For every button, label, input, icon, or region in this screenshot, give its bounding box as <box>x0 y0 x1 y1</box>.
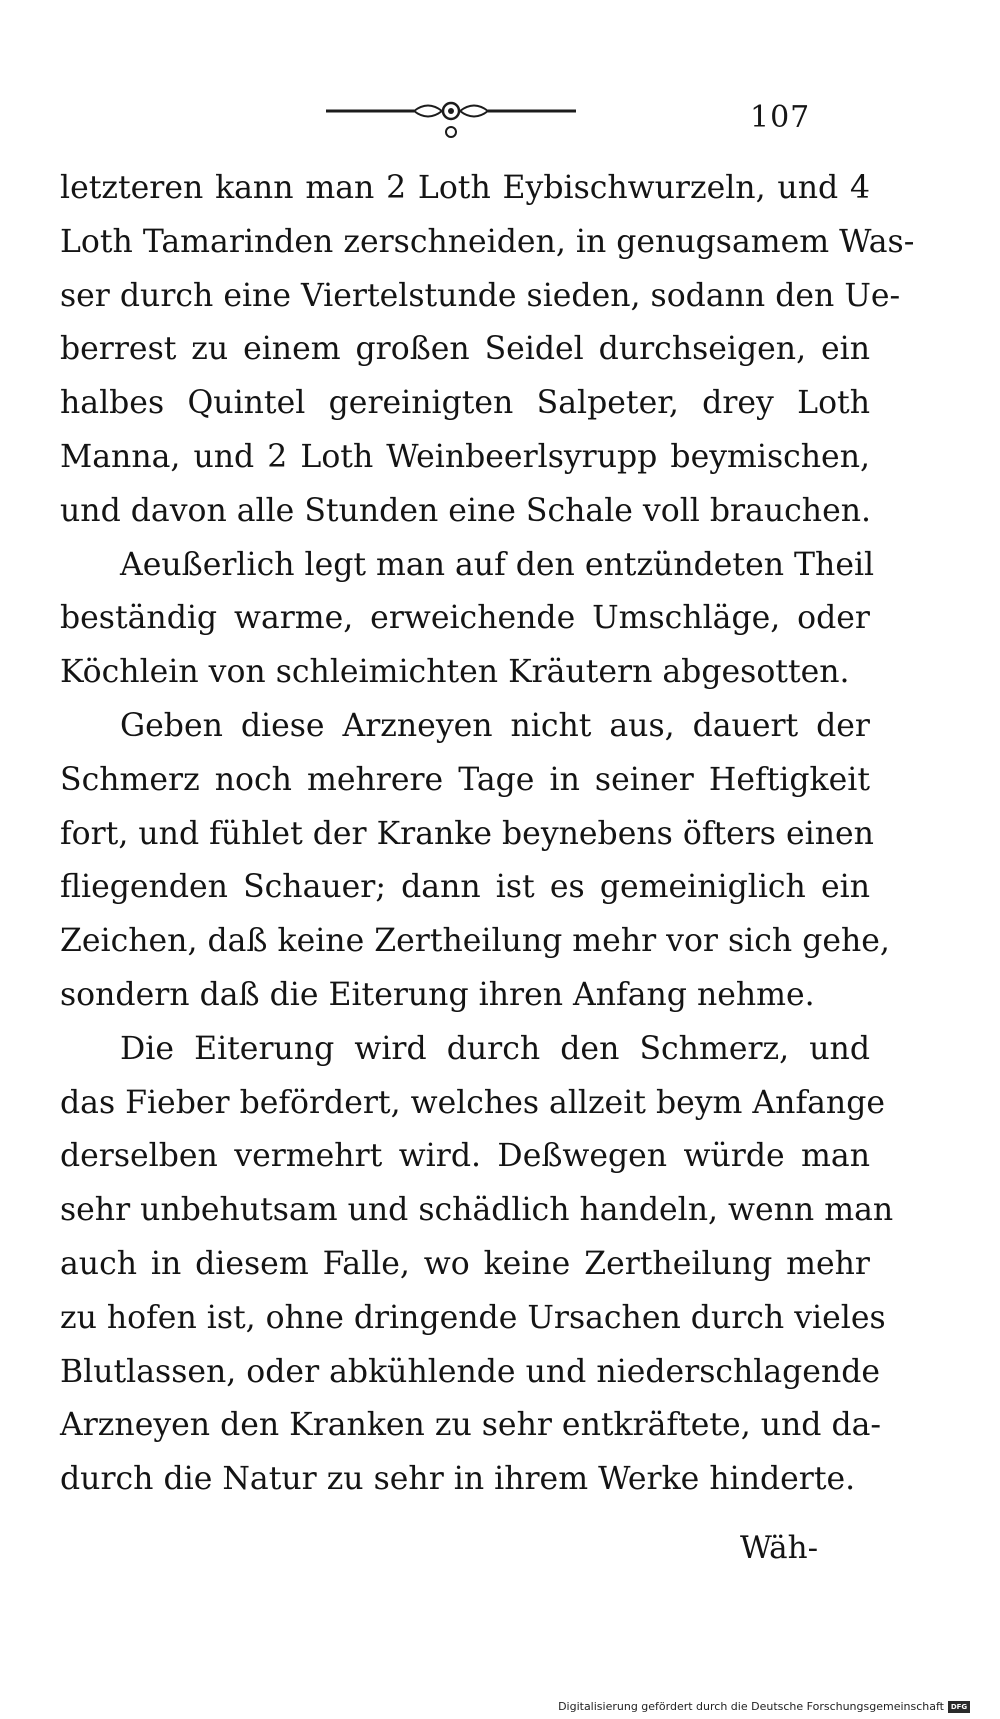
text-line: Manna, und 2 Loth Weinbeerlsyrupp beymischen, <box>60 438 870 475</box>
text-line: auch in diesem Falle, wo keine Zertheilung mehr <box>60 1245 870 1282</box>
text-line: beständig warme, erweichende Umschläge, oder <box>60 600 870 637</box>
text-line: Schmerz noch mehrere Tage in seiner Heftigkeit <box>60 761 870 798</box>
text-line: berrest zu einem großen Seidel durchseigen, ein <box>60 331 870 368</box>
digitization-credit <box>558 1700 970 1713</box>
text-line: zu hofen ist, ohne dringende Ursachen durch vieles <box>60 1299 886 1336</box>
catchword: Wäh- <box>740 1530 819 1566</box>
text-line: durch die Natur zu sehr in ihrem Werke hinderte. <box>60 1461 856 1498</box>
credit-text: Digitalisierung gefördert durch die Deutsche Forschungsgemeinschaft <box>558 1700 944 1713</box>
text-line: sehr unbehutsam und schädlich handeln, wenn man <box>60 1192 894 1229</box>
text-line: das Fieber befördert, welches allzeit beym Anfange <box>60 1084 885 1121</box>
text-line: fliegenden Schauer; dann ist es gemeiniglich ein <box>60 869 870 906</box>
text-line: Köchlein von schleimichten Kräutern abgesotten. <box>60 654 850 691</box>
text-line: halbes Quintel gereinigten Salpeter, drey Loth <box>60 385 870 422</box>
text-line: Loth Tamarinden zerschneiden, in genugsamem Was- <box>60 223 915 260</box>
text-line: Die Eiterung wird durch den Schmerz, und <box>120 1030 870 1067</box>
text-line: ser durch eine Viertelstunde sieden, sodann den Ue- <box>60 277 901 314</box>
text-line: Blutlassen, oder abkühlende und niederschlagende <box>60 1353 881 1390</box>
text-line: Arzneyen den Kranken zu sehr entkräftete, und da- <box>60 1407 882 1444</box>
header-ornament-icon <box>326 98 576 150</box>
text-line: sondern daß die Eiterung ihren Anfang nehme. <box>60 976 815 1013</box>
paragraph <box>60 539 875 700</box>
text-line: Zeichen, daß keine Zertheilung mehr vor sich gehe, <box>60 923 890 960</box>
text-line: fort, und fühlet der Kranke beynebens öfters einen <box>60 815 874 852</box>
text-line: Geben diese Arzneyen nicht aus, dauert der <box>120 707 870 744</box>
paragraph-container <box>60 162 915 1507</box>
text-line: derselben vermehrt wird. Deßwegen würde man <box>60 1138 870 1175</box>
page-number: 107 <box>750 100 811 135</box>
paragraph <box>60 162 915 539</box>
text-line: letzteren kann man 2 Loth Eybischwurzeln, und 4 <box>60 170 870 206</box>
paragraph <box>60 700 890 1023</box>
dfg-logo-icon: DFG <box>948 1701 970 1713</box>
text-line: und davon alle Stunden eine Schale voll brauchen. <box>60 492 872 529</box>
body-text <box>60 162 915 1507</box>
text-line: Aeußerlich legt man auf den entzündeten Theil <box>120 546 875 583</box>
paragraph <box>60 1023 894 1507</box>
